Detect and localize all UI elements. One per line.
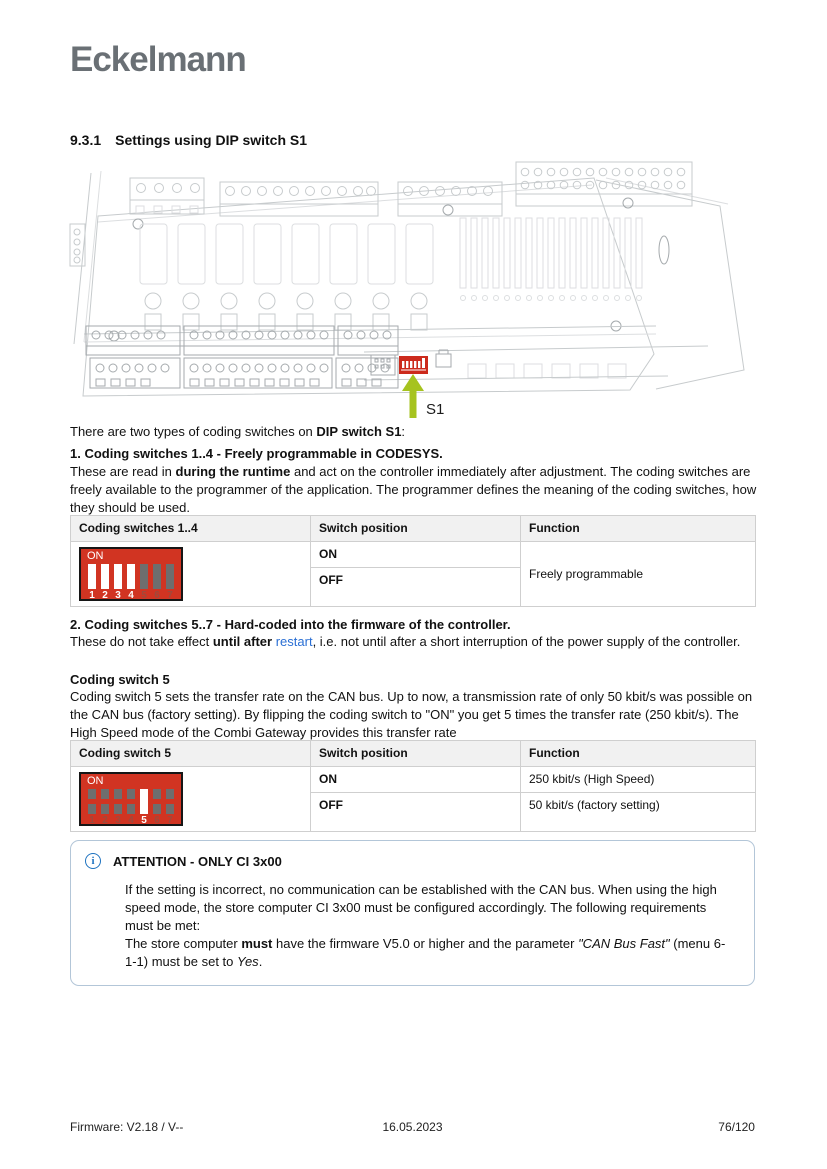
col-header-function: Function — [521, 516, 756, 542]
col-header-switch-position: Switch position — [311, 741, 521, 767]
function-value: Freely programmable — [521, 542, 756, 607]
dip-switch-1-4-graphic — [79, 547, 183, 601]
dip-number-6: 6 — [154, 815, 160, 826]
dip-on-label: ON — [87, 775, 104, 787]
dip-slot-4 — [127, 564, 135, 589]
controller-board-drawing — [68, 158, 763, 420]
dip-slot-3 — [114, 564, 122, 589]
attention-header — [85, 853, 736, 869]
col-header-coding-switch-5: Coding switch 5 — [71, 741, 311, 767]
col-header-switch-position: Switch position — [311, 516, 521, 542]
dip-number-7: 7 — [167, 815, 173, 826]
dip-number-3: 3 — [115, 590, 121, 601]
dip-number-1: 1 — [89, 815, 95, 826]
section1-body: These are read in during the runtime and act on the controller immediately after adjustment. The coding switches are freely available to the programmer of the application. The programmer defines the meaning of the coding switches, how they should be used. — [70, 464, 757, 515]
footer-page-number: 76/120 — [718, 1120, 755, 1134]
section3-body: Coding switch 5 sets the transfer rate on the CAN bus. Up to now, a transmission rate of only 50 kbit/s was possible on the CAN bus (factory setting). By flipping the coding switch to "ON" you get 5 times the transfer rate (250 kbit/s). The High Speed mode of the Combi Gateway provides this transfer rate — [70, 689, 753, 740]
dip-slot-6 — [153, 564, 161, 589]
top-terminal-blocks — [130, 162, 692, 216]
switch-position-off: OFF — [311, 793, 521, 832]
dip-number-5: 5 — [141, 815, 147, 826]
switch-position-off: OFF — [311, 568, 521, 607]
dip-number-2: 2 — [102, 815, 108, 826]
s1-label: S1 — [426, 401, 445, 418]
attention-paragraph-1: If the setting is incorrect, no communication can be established with the CAN bus. When using the high speed mode, the store computer CI 3x00 must be configured accordingly. The following requirements must be met: — [125, 882, 717, 933]
intro-paragraph: There are two types of coding switches on DIP switch S1: — [70, 424, 406, 439]
function-value-on: 250 kbit/s (High Speed) — [521, 767, 756, 793]
dip-slot-1 — [88, 789, 96, 814]
s1-dip-switch-marker — [399, 356, 428, 374]
section2-heading: 2. Coding switches 5..7 - Hard-coded into the firmware of the controller. — [70, 617, 511, 632]
table-header-row — [71, 516, 756, 542]
page-footer — [70, 1120, 755, 1134]
bottom-terminal-band-2 — [90, 358, 398, 388]
s1-arrow — [402, 374, 424, 418]
company-logo: Eckelmann — [70, 40, 246, 79]
col-header-coding-switches: Coding switches 1..4 — [71, 516, 311, 542]
table-row — [71, 767, 756, 793]
io-strips — [460, 218, 642, 378]
dip-number-2: 2 — [102, 590, 108, 601]
dip-number-7: 7 — [167, 590, 173, 601]
dip-slot-6 — [153, 789, 161, 814]
dip-slot-2 — [101, 789, 109, 814]
dip-number-4: 4 — [128, 815, 134, 826]
table-row — [71, 542, 756, 568]
col-header-function: Function — [521, 741, 756, 767]
section2-body: These do not take effect until after restart, i.e. not until after a short interruption of the power supply of the controller. — [70, 634, 741, 649]
attention-title: ATTENTION - ONLY CI 3x00 — [113, 853, 282, 869]
relay-icon-outline — [436, 350, 451, 367]
attention-body — [85, 881, 736, 971]
section-title: Settings using DIP switch S1 — [115, 132, 308, 148]
dip-slot-5 — [140, 789, 148, 814]
attention-paragraph-2: The store computer must have the firmware V5.0 or higher and the parameter "CAN Bus Fast" (menu 6-1-1) must be set to Yes. — [125, 936, 726, 969]
footer-firmware: Firmware: V2.18 / V-- — [70, 1120, 184, 1134]
dip-number-5: 5 — [141, 590, 147, 601]
relay-modules — [140, 224, 433, 284]
coding-switches-1-4-table — [70, 515, 756, 607]
section1-heading: 1. Coding switches 1..4 - Freely programmable in CODESYS. — [70, 446, 443, 461]
dip-graphic-cell — [71, 542, 311, 607]
restart-link[interactable]: restart — [275, 634, 313, 649]
table-header-row — [71, 741, 756, 767]
controller-board-figure — [68, 158, 763, 420]
dip-slot-3 — [114, 789, 122, 814]
coding-switch-5-table — [70, 740, 756, 832]
attention-box — [70, 840, 755, 986]
section-heading — [70, 132, 307, 148]
dip-switch-5-graphic — [79, 772, 183, 826]
info-icon: i — [85, 853, 101, 869]
dip-slot-4 — [127, 789, 135, 814]
footer-date: 16.05.2023 — [382, 1120, 443, 1134]
dip-number-3: 3 — [115, 815, 121, 826]
relay-switch-symbols — [145, 293, 427, 330]
section-number: 9.3.1 — [70, 132, 102, 148]
dip-slot-7 — [166, 789, 174, 814]
dip-slot-7 — [166, 564, 174, 589]
dip-number-1: 1 — [89, 590, 95, 601]
dip-graphic-cell — [71, 767, 311, 832]
dip-on-label: ON — [87, 550, 104, 562]
dip-number-4: 4 — [128, 590, 134, 601]
function-value-off: 50 kbit/s (factory setting) — [521, 793, 756, 832]
dip-slot-2 — [101, 564, 109, 589]
dip-number-6: 6 — [154, 590, 160, 601]
section3-heading: Coding switch 5 — [70, 672, 170, 687]
dip-slot-5 — [140, 564, 148, 589]
switch-position-on: ON — [311, 542, 521, 568]
switch-position-on: ON — [311, 767, 521, 793]
dip-slot-1 — [88, 564, 96, 589]
